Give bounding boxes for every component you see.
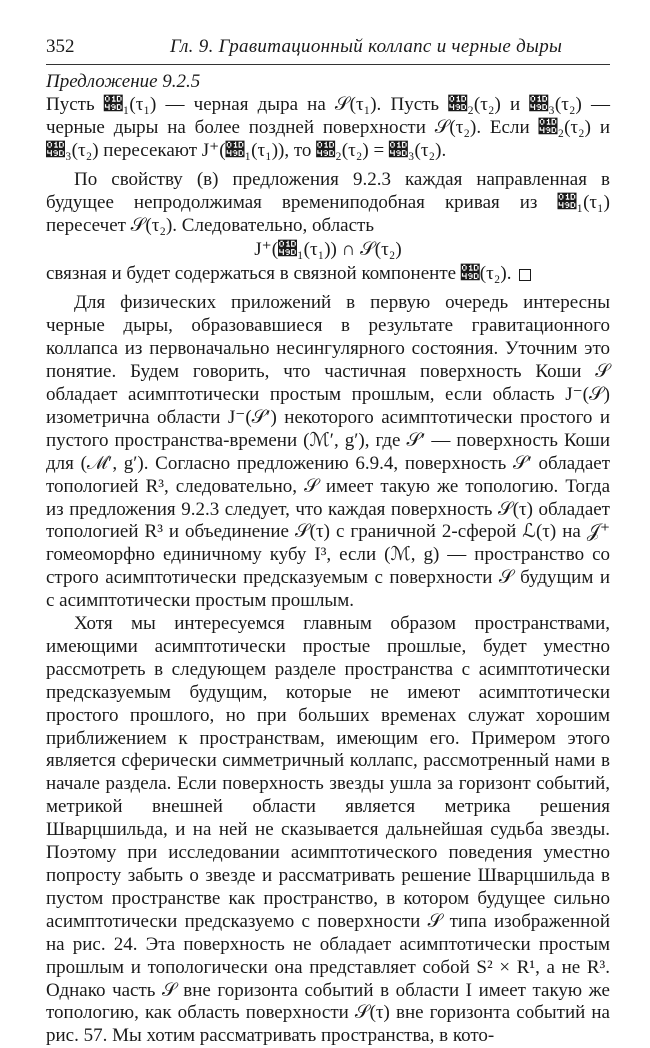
proposition-statement: Пусть 𝒝₁(τ₁) — черная дыра на 𝒮(τ₁). Пусть 𝒝₂(τ₂) и 𝒝₃(τ₂) — черные дыры на более поздней поверхности 𝒮(τ₂). Если 𝒝₂(τ₂) и 𝒝₃(τ₂) пересекают J⁺(𝒝₁(τ₁)), то 𝒝₂(τ₂) = 𝒝₃(τ₂). [46,94,610,161]
proof-end [46,263,610,286]
body-paragraph-1: Для физических приложений в первую очередь интересны черные дыры, образовавшиеся в результате гравитационного коллапса из первоначально несингулярного состояния. Уточним это понятие. Будем говорить, что частичная поверхность Коши 𝒮 обладает асимптотически простым прошлым, если область J⁻(𝒮) изометрична области J⁻(𝒮′) некоторого асимптотически простого и пустого пространства-времени (ℳ′, g′), где 𝒮′ — поверхность Коши для (ℳ′, g′). Согласно предложению 6.9.4, поверхность 𝒮′ обладает топологией R³, следовательно, 𝒮 имеет такую же топологию. Тогда из предложения 9.2.3 следует, что каждая поверхность 𝒮(τ) обладает топологией R³ и объединение 𝒮(τ) с граничной 2-сферой ℒ(τ) на 𝒥⁺ гомеоморфно единичному кубу I³, если (ℳ, g) — пространство со строго асимптотически предсказуемым с поверхности 𝒮 будущим и с асимптотически простым прошлым. [46,292,610,612]
display-formula: J⁺(𝒝₁(τ₁)) ∩ 𝒮(τ₂) [254,239,402,261]
proposition-heading: Предложение 9.2.5 [46,71,201,92]
body-paragraph-2: Хотя мы интересуемся главным образом пространствами, имеющими асимптотически простые прошлые, будет уместно рассмотреть в следующем разделе пространства с асимптотически предсказуемым будущим, которые не имеют асимптотически простого прошлого, но при больших временах служат хорошим приближением к пространствам, имеющим его. Примером этого является сферически симметричный коллапс, рассмотренный нами в начале раздела. Если поверхность звезды ушла за горизонт событий, метрикой внешней области является метрика решения Шварцшильда, и на ней не сказывается дальнейшая судьба звезды. Поэтому при исследовании асимптотического поведения уместно попросту забыть о звезде и рассматривать решение Шварцшильда в пустом пространстве как пространство, в котором будущее сильно асимптотически предсказуемо с поверхности 𝒮 типа изображенной на рис. 24. Эта поверхность не обладает асимптотически простым прошлым и топологически она представляет собой S² × R¹, а не R³. Однако часть 𝒮 вне горизонта событий в области I имеет такую же топологию, как область поверхности 𝒮(τ) вне горизонта событий на рис. 57. Мы хотим рассматривать пространства, в кото- [46,613,610,1047]
page-content [46,70,610,1048]
proof-end-text: связная и будет содержаться в связной компоненте 𝒝(τ₂). [46,263,512,285]
page-header [0,30,650,58]
header-rule [46,64,610,65]
running-title: Гл. 9. Гравитационный коллапс и черные дыры [170,36,563,57]
page-number: 352 [46,36,75,57]
proof-start: По свойству (в) предложения 9.2.3 каждая направленная в будущее непродолжимая времениподобная кривая из 𝒝₁(τ₁) пересечет 𝒮(τ₂). Следовательно, область [46,168,610,236]
qed-box-icon [519,269,531,281]
